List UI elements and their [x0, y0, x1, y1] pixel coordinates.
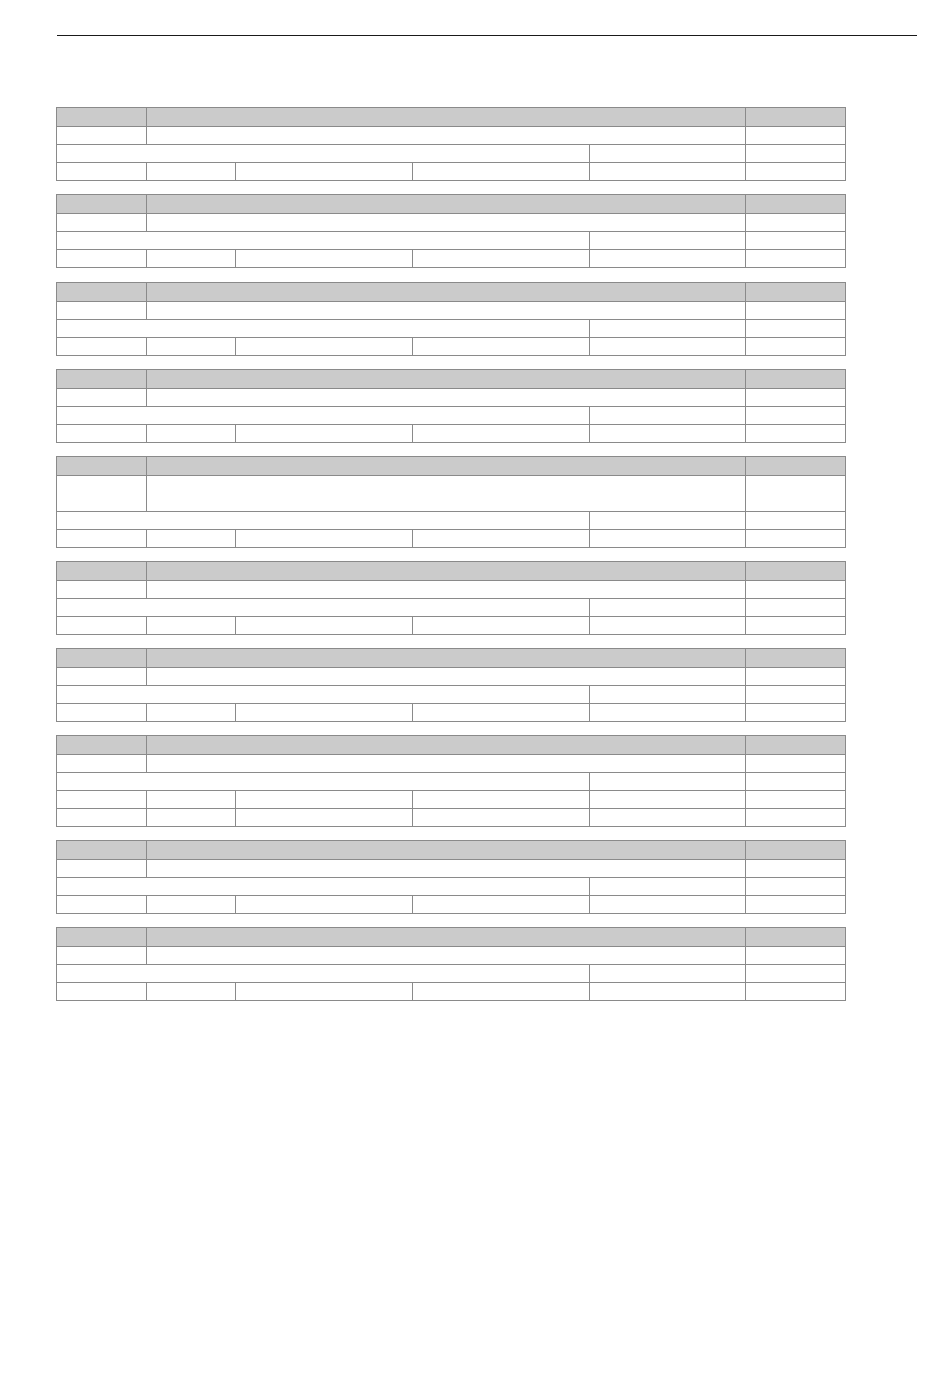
header-cell: [57, 370, 146, 388]
form-block: [56, 561, 846, 635]
field-cell: [57, 983, 146, 1000]
field-cell: [412, 791, 589, 808]
block-row: [57, 162, 845, 180]
field-cell: [146, 809, 235, 826]
block-row: [57, 126, 845, 144]
block-row: [57, 667, 845, 685]
block-header-row: [57, 457, 845, 475]
field-cell: [589, 791, 745, 808]
field-cell: [745, 530, 845, 547]
block-header-row: [57, 370, 845, 388]
field-cell: [57, 214, 146, 231]
header-cell: [57, 457, 146, 475]
form-block: [56, 282, 846, 356]
field-cell: [57, 320, 589, 337]
field-cell: [589, 809, 745, 826]
block-row: [57, 231, 845, 249]
form-block: [56, 927, 846, 1001]
block-row: [57, 616, 845, 634]
field-cell: [57, 965, 589, 982]
field-cell: [57, 686, 589, 703]
field-cell: [745, 860, 845, 877]
field-cell: [57, 232, 589, 249]
field-cell: [235, 530, 412, 547]
field-cell: [745, 145, 845, 162]
block-header-row: [57, 649, 845, 667]
field-cell: [745, 512, 845, 529]
field-cell: [589, 338, 745, 355]
field-cell: [57, 581, 146, 598]
block-row: [57, 475, 845, 511]
block-row: [57, 144, 845, 162]
block-header-row: [57, 736, 845, 754]
block-row: [57, 529, 845, 547]
field-cell: [589, 686, 745, 703]
field-cell: [745, 947, 845, 964]
field-cell: [589, 773, 745, 790]
header-cell: [146, 841, 745, 859]
field-cell: [57, 476, 146, 511]
header-cell: [745, 195, 845, 213]
form-block: [56, 840, 846, 914]
header-cell: [146, 928, 745, 946]
field-cell: [412, 425, 589, 442]
block-row: [57, 337, 845, 355]
block-header-row: [57, 928, 845, 946]
field-cell: [589, 320, 745, 337]
header-cell: [745, 370, 845, 388]
top-horizontal-rule: [57, 35, 917, 36]
field-cell: [412, 250, 589, 267]
header-cell: [146, 108, 745, 126]
block-row: [57, 790, 845, 808]
field-cell: [745, 389, 845, 406]
field-cell: [745, 896, 845, 913]
field-cell: [589, 896, 745, 913]
field-cell: [589, 250, 745, 267]
field-cell: [745, 617, 845, 634]
field-cell: [146, 617, 235, 634]
block-row: [57, 598, 845, 616]
block-row: [57, 859, 845, 877]
field-cell: [57, 530, 146, 547]
header-cell: [745, 108, 845, 126]
field-cell: [146, 389, 745, 406]
field-cell: [412, 809, 589, 826]
field-cell: [745, 791, 845, 808]
field-cell: [146, 338, 235, 355]
field-cell: [745, 127, 845, 144]
form-block: [56, 369, 846, 443]
field-cell: [57, 127, 146, 144]
block-header-row: [57, 108, 845, 126]
field-cell: [235, 704, 412, 721]
block-row: [57, 754, 845, 772]
header-cell: [745, 928, 845, 946]
form-block: [56, 107, 846, 181]
field-cell: [146, 163, 235, 180]
field-cell: [57, 338, 146, 355]
field-cell: [146, 791, 235, 808]
field-cell: [235, 163, 412, 180]
block-row: [57, 895, 845, 913]
field-cell: [589, 704, 745, 721]
field-cell: [57, 878, 589, 895]
field-cell: [146, 704, 235, 721]
field-cell: [412, 704, 589, 721]
field-cell: [745, 773, 845, 790]
field-cell: [57, 755, 146, 772]
field-cell: [745, 250, 845, 267]
field-cell: [57, 791, 146, 808]
field-cell: [57, 302, 146, 319]
block-header-row: [57, 562, 845, 580]
field-cell: [412, 530, 589, 547]
header-cell: [745, 457, 845, 475]
field-cell: [57, 250, 146, 267]
field-cell: [57, 425, 146, 442]
form-block: [56, 735, 846, 827]
field-cell: [57, 599, 589, 616]
header-cell: [745, 841, 845, 859]
header-cell: [745, 649, 845, 667]
block-row: [57, 580, 845, 598]
header-cell: [745, 736, 845, 754]
block-row: [57, 877, 845, 895]
block-row: [57, 424, 845, 442]
field-cell: [745, 983, 845, 1000]
field-cell: [57, 860, 146, 877]
field-cell: [745, 163, 845, 180]
field-cell: [57, 617, 146, 634]
field-cell: [57, 145, 589, 162]
block-row: [57, 213, 845, 231]
header-cell: [57, 928, 146, 946]
field-cell: [235, 250, 412, 267]
header-cell: [57, 195, 146, 213]
field-cell: [745, 599, 845, 616]
block-header-row: [57, 283, 845, 301]
header-cell: [57, 736, 146, 754]
header-cell: [57, 841, 146, 859]
field-cell: [745, 581, 845, 598]
field-cell: [57, 389, 146, 406]
field-cell: [235, 425, 412, 442]
header-cell: [146, 195, 745, 213]
field-cell: [146, 860, 745, 877]
field-cell: [745, 878, 845, 895]
field-cell: [745, 965, 845, 982]
field-cell: [57, 809, 146, 826]
field-cell: [745, 302, 845, 319]
block-row: [57, 703, 845, 721]
field-cell: [57, 407, 589, 424]
field-cell: [412, 338, 589, 355]
block-row: [57, 319, 845, 337]
header-cell: [57, 108, 146, 126]
field-cell: [57, 163, 146, 180]
field-cell: [745, 232, 845, 249]
form-block: [56, 194, 846, 268]
field-cell: [57, 512, 589, 529]
header-cell: [146, 283, 745, 301]
block-row: [57, 808, 845, 826]
field-cell: [57, 668, 146, 685]
field-cell: [745, 425, 845, 442]
block-header-row: [57, 841, 845, 859]
field-cell: [745, 320, 845, 337]
field-cell: [235, 983, 412, 1000]
field-cell: [235, 791, 412, 808]
field-cell: [745, 704, 845, 721]
block-row: [57, 982, 845, 1000]
field-cell: [146, 250, 235, 267]
block-row: [57, 511, 845, 529]
field-cell: [745, 755, 845, 772]
field-cell: [235, 617, 412, 634]
field-cell: [146, 425, 235, 442]
header-cell: [745, 283, 845, 301]
header-cell: [146, 562, 745, 580]
field-cell: [146, 947, 745, 964]
field-cell: [589, 530, 745, 547]
field-cell: [412, 163, 589, 180]
field-cell: [589, 163, 745, 180]
field-cell: [745, 686, 845, 703]
field-cell: [235, 896, 412, 913]
block-row: [57, 685, 845, 703]
block-row: [57, 406, 845, 424]
field-cell: [589, 232, 745, 249]
field-cell: [589, 425, 745, 442]
header-cell: [57, 283, 146, 301]
field-cell: [146, 302, 745, 319]
field-cell: [745, 809, 845, 826]
header-cell: [57, 562, 146, 580]
field-cell: [745, 338, 845, 355]
field-cell: [589, 599, 745, 616]
block-row: [57, 946, 845, 964]
field-cell: [146, 581, 745, 598]
block-row: [57, 964, 845, 982]
field-cell: [57, 704, 146, 721]
field-cell: [57, 947, 146, 964]
field-cell: [745, 476, 845, 511]
header-cell: [146, 649, 745, 667]
field-cell: [146, 896, 235, 913]
field-cell: [235, 338, 412, 355]
header-cell: [146, 457, 745, 475]
field-cell: [57, 773, 589, 790]
header-cell: [146, 736, 745, 754]
field-cell: [589, 878, 745, 895]
field-cell: [412, 896, 589, 913]
field-cell: [146, 127, 745, 144]
field-cell: [412, 983, 589, 1000]
field-cell: [146, 668, 745, 685]
field-cell: [146, 530, 235, 547]
field-cell: [589, 965, 745, 982]
header-cell: [146, 370, 745, 388]
field-cell: [412, 617, 589, 634]
field-cell: [57, 896, 146, 913]
field-cell: [589, 983, 745, 1000]
field-cell: [589, 617, 745, 634]
block-row: [57, 772, 845, 790]
field-cell: [146, 476, 745, 511]
field-cell: [589, 145, 745, 162]
field-cell: [146, 214, 745, 231]
header-cell: [745, 562, 845, 580]
block-row: [57, 301, 845, 319]
header-cell: [57, 649, 146, 667]
field-cell: [589, 512, 745, 529]
block-header-row: [57, 195, 845, 213]
field-cell: [146, 983, 235, 1000]
field-cell: [745, 668, 845, 685]
block-row: [57, 249, 845, 267]
field-cell: [146, 755, 745, 772]
field-cell: [589, 407, 745, 424]
form-block: [56, 456, 846, 548]
block-row: [57, 388, 845, 406]
field-cell: [745, 214, 845, 231]
field-cell: [235, 809, 412, 826]
form-block: [56, 648, 846, 722]
field-cell: [745, 407, 845, 424]
